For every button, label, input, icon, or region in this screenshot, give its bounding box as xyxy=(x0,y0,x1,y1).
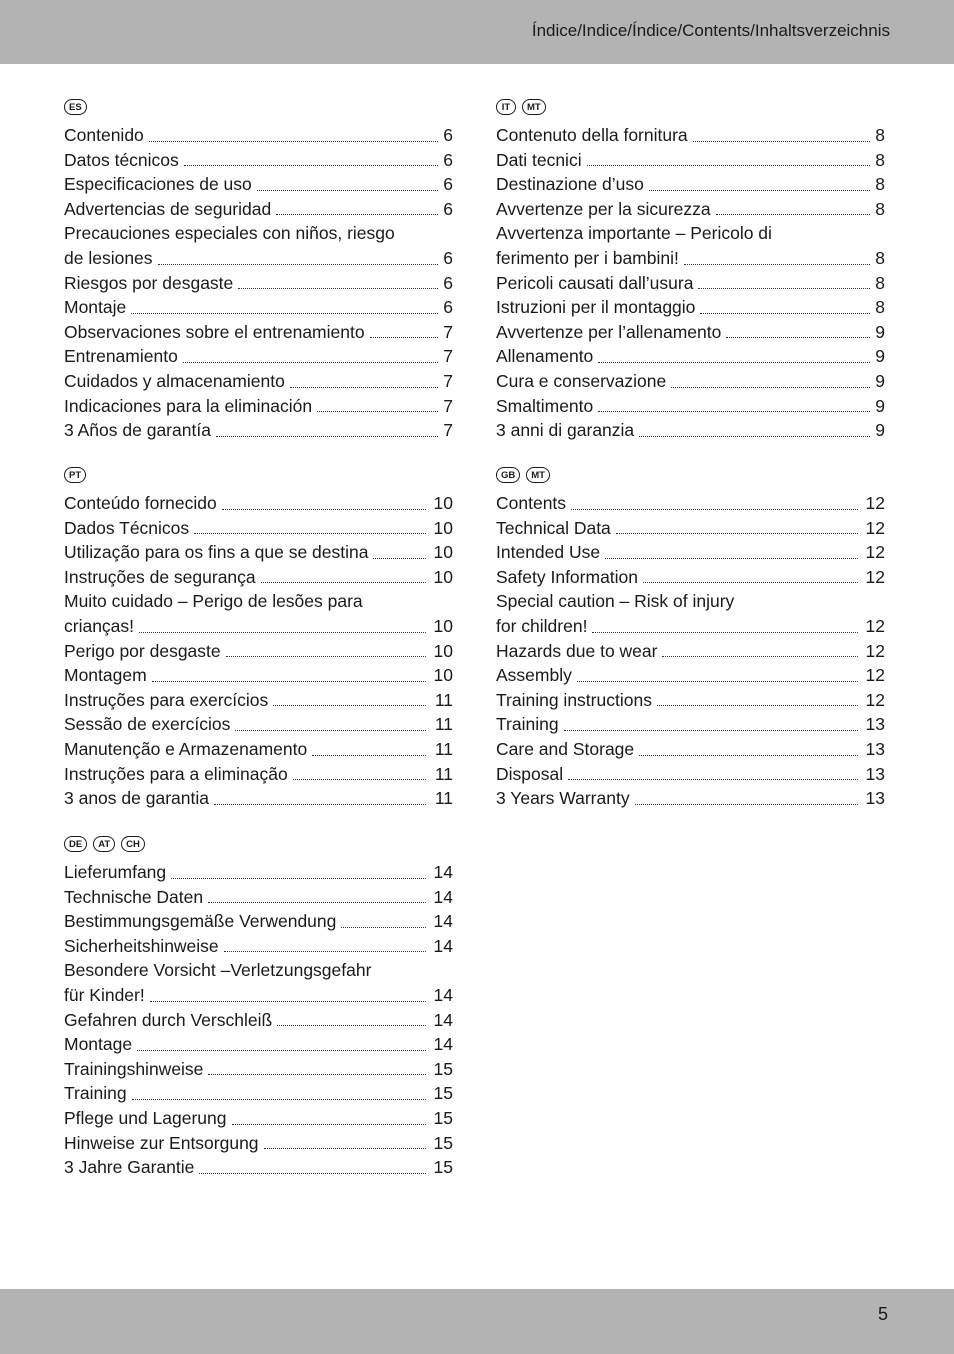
toc-entry[interactable] xyxy=(64,418,453,443)
toc-entry-title: Cura e conservazione xyxy=(496,370,667,391)
dot-leader xyxy=(662,656,858,657)
dot-leader xyxy=(649,190,870,191)
toc-entry-page: 11 xyxy=(434,788,453,809)
toc-entry[interactable] xyxy=(496,320,885,345)
dot-leader xyxy=(312,755,426,756)
toc-entry-title: Instruções de segurança xyxy=(64,566,256,587)
dot-leader xyxy=(657,705,858,706)
toc-entry[interactable] xyxy=(64,688,453,713)
dot-leader xyxy=(194,533,426,534)
toc-entry-page: 6 xyxy=(443,272,453,293)
toc-entry[interactable] xyxy=(496,123,885,148)
toc-entry-title: Especificaciones de uso xyxy=(64,174,252,195)
toc-entry-page: 7 xyxy=(443,395,453,416)
toc-entry[interactable] xyxy=(64,246,453,271)
toc-entry-page: 7 xyxy=(443,346,453,367)
toc-entry-title: Hinweise zur Entsorgung xyxy=(64,1132,259,1153)
dot-leader xyxy=(214,804,426,805)
toc-entry[interactable] xyxy=(64,639,453,664)
toc-entry-page: 10 xyxy=(433,517,453,538)
toc-entry-title: Training instructions xyxy=(496,689,652,710)
toc-entry-page: 7 xyxy=(443,420,453,441)
toc-entry-title: Trainingshinweise xyxy=(64,1058,204,1079)
dot-leader xyxy=(693,141,870,142)
toc-entry-page: 14 xyxy=(433,984,453,1005)
toc-entry-page: 11 xyxy=(434,689,453,710)
toc-entry[interactable] xyxy=(64,860,453,885)
dot-leader xyxy=(226,656,426,657)
language-flags xyxy=(496,96,885,118)
toc-entry-title: Riesgos por desgaste xyxy=(64,272,234,293)
toc-entry-page: 10 xyxy=(433,665,453,686)
toc-entry-page: 12 xyxy=(865,689,885,710)
toc-entry-title: Sicherheitshinweise xyxy=(64,935,219,956)
toc-entry-title: Destinazione d’uso xyxy=(496,174,644,195)
toc-entry-page: 10 xyxy=(433,615,453,636)
toc-entry-page: 12 xyxy=(865,615,885,636)
dot-leader xyxy=(232,1124,427,1125)
toc-entry-page: 11 xyxy=(434,714,453,735)
dot-leader xyxy=(235,730,426,731)
toc-entry-title: Entrenamiento xyxy=(64,346,178,367)
dot-leader xyxy=(184,165,438,166)
language-badge: ES xyxy=(64,99,87,115)
toc-entry-title: 3 Jahre Garantie xyxy=(64,1157,195,1178)
toc-entry-title: Avvertenze per la sicurezza xyxy=(496,198,711,219)
toc-entry[interactable] xyxy=(64,712,453,737)
toc-section-es xyxy=(64,96,453,443)
toc-entry[interactable] xyxy=(496,565,885,590)
toc-entry-page: 12 xyxy=(865,542,885,563)
toc-entry-title: Avvertenza importante – Pericolo di xyxy=(496,223,772,244)
toc-entry[interactable] xyxy=(64,983,453,1008)
toc-entry-page: 12 xyxy=(865,517,885,538)
toc-section-de xyxy=(64,833,453,1180)
toc-entry-title: Contents xyxy=(496,493,567,513)
toc-entry-title: for children! xyxy=(496,615,588,636)
toc-entry[interactable] xyxy=(496,369,885,394)
toc-entry[interactable] xyxy=(496,663,885,688)
toc-entry-title: Assembly xyxy=(496,665,572,686)
toc-entry-page: 13 xyxy=(865,788,885,809)
toc-entry[interactable] xyxy=(64,1032,453,1057)
toc-entry-page: 11 xyxy=(434,738,453,759)
toc-entry-title: Smaltimento xyxy=(496,395,594,416)
toc-entry[interactable] xyxy=(496,737,885,762)
language-flags xyxy=(496,464,885,486)
toc-entry-title: Hazards due to wear xyxy=(496,640,658,661)
dot-leader xyxy=(671,387,870,388)
language-badge: DE xyxy=(64,836,87,852)
toc-entry[interactable] xyxy=(64,1008,453,1033)
toc-entry[interactable] xyxy=(64,934,453,959)
toc-entry[interactable] xyxy=(496,786,885,811)
toc-entry-title: ferimento per i bambini! xyxy=(496,247,679,268)
toc-entry[interactable] xyxy=(64,1131,453,1156)
toc-entry[interactable] xyxy=(64,663,453,688)
toc-entry-page: 6 xyxy=(443,198,453,219)
toc-entry-page: 10 xyxy=(433,542,453,563)
dot-leader xyxy=(139,632,426,633)
toc-entry-page: 9 xyxy=(875,346,885,367)
toc-entry-page: 15 xyxy=(433,1058,453,1079)
toc-entry[interactable] xyxy=(64,197,453,222)
toc-entry-page: 8 xyxy=(875,198,885,219)
dot-leader xyxy=(224,951,426,952)
dot-leader xyxy=(568,779,858,780)
dot-leader xyxy=(131,313,438,314)
toc-entry[interactable] xyxy=(496,394,885,419)
toc-entry[interactable] xyxy=(64,1155,453,1180)
toc-entry-title: Utilização para os fins a que se destina xyxy=(64,542,369,563)
toc-entry[interactable] xyxy=(496,688,885,713)
toc-entry[interactable] xyxy=(64,1057,453,1082)
header-bar xyxy=(0,0,954,64)
dot-leader xyxy=(149,141,438,142)
toc-entry-page: 14 xyxy=(433,911,453,932)
dot-leader xyxy=(208,1074,426,1075)
toc-entry-page: 14 xyxy=(433,935,453,956)
toc-entry-page: 12 xyxy=(865,493,885,513)
toc-entry[interactable] xyxy=(496,246,885,271)
dot-leader xyxy=(370,337,438,338)
dot-leader xyxy=(635,804,858,805)
toc-entry[interactable] xyxy=(64,344,453,369)
dot-leader xyxy=(317,411,438,412)
toc-entry[interactable] xyxy=(64,295,453,320)
language-flags xyxy=(64,96,453,118)
dot-leader xyxy=(222,509,426,510)
toc-entry[interactable] xyxy=(496,491,885,516)
language-badge: IT xyxy=(496,99,516,115)
toc-entry-page: 12 xyxy=(865,640,885,661)
toc-entry[interactable] xyxy=(496,148,885,173)
toc-entry-page: 8 xyxy=(875,125,885,145)
toc-entry[interactable] xyxy=(64,491,453,516)
footer-bar xyxy=(0,1289,954,1354)
toc-entry[interactable] xyxy=(64,394,453,419)
dot-leader xyxy=(341,927,426,928)
toc-entry[interactable] xyxy=(496,418,885,443)
toc-entry[interactable] xyxy=(64,1106,453,1131)
language-flags xyxy=(64,464,453,486)
toc-entry-title: Technische Daten xyxy=(64,886,204,907)
dot-leader xyxy=(643,582,858,583)
language-badge: CH xyxy=(121,836,145,852)
dot-leader xyxy=(592,632,858,633)
toc-entry-title: Safety Information xyxy=(496,566,639,587)
toc-entry-page: 13 xyxy=(865,763,885,784)
toc-entry[interactable] xyxy=(496,614,885,639)
toc-entry-title: Istruzioni per il montaggio xyxy=(496,297,696,318)
toc-entry-page: 11 xyxy=(434,763,453,784)
toc-entry-page: 8 xyxy=(875,149,885,170)
dot-leader xyxy=(373,558,426,559)
dot-leader xyxy=(216,436,438,437)
dot-leader xyxy=(183,362,438,363)
toc-entry-title: Observaciones sobre el entrenamiento xyxy=(64,321,365,342)
toc-entry-title: Contenuto della fornitura xyxy=(496,125,688,145)
dot-leader xyxy=(726,337,870,338)
toc-entry-page: 8 xyxy=(875,247,885,268)
toc-entry-page: 9 xyxy=(875,420,885,441)
toc-entry-title: Montagem xyxy=(64,665,147,686)
toc-entry[interactable] xyxy=(64,516,453,541)
toc-entry-page: 14 xyxy=(433,1034,453,1055)
toc-entry-title: Special caution – Risk of injury xyxy=(496,591,735,612)
toc-entry-title: Precauciones especiales con niños, riesgo xyxy=(64,223,395,244)
dot-leader xyxy=(577,681,858,682)
toc-entry-page: 15 xyxy=(433,1083,453,1104)
toc-entry-page: 15 xyxy=(433,1157,453,1178)
toc-entry-title: Avvertenze per l’allenamento xyxy=(496,321,722,342)
toc-entry-page: 12 xyxy=(865,566,885,587)
toc-entry-title: Advertencias de seguridad xyxy=(64,198,272,219)
toc-entry-title: Cuidados y almacenamiento xyxy=(64,370,285,391)
dot-leader xyxy=(257,190,438,191)
toc-section-it xyxy=(496,96,885,443)
language-badge: MT xyxy=(522,99,546,115)
toc-entry[interactable] xyxy=(64,123,453,148)
dot-leader xyxy=(598,411,870,412)
dot-leader xyxy=(199,1173,426,1174)
toc-entry-page: 6 xyxy=(443,297,453,318)
toc-entry-page: 6 xyxy=(443,149,453,170)
toc-entry[interactable] xyxy=(496,197,885,222)
toc-entry-title: Bestimmungsgemäße Verwendung xyxy=(64,911,337,932)
dot-leader xyxy=(639,755,858,756)
toc-entry-title: de lesiones xyxy=(64,247,153,268)
toc-entry-title: Montage xyxy=(64,1034,133,1055)
toc-entry-title: Lieferumfang xyxy=(64,862,167,882)
toc-entry-title: Montaje xyxy=(64,297,127,318)
toc-entry-title: 3 anos de garantia xyxy=(64,788,209,809)
dot-leader xyxy=(158,264,438,265)
toc-entry-title: 3 Years Warranty xyxy=(496,788,630,809)
dot-leader xyxy=(587,165,870,166)
toc-entry-title: Dati tecnici xyxy=(496,149,582,170)
toc-entry-page: 10 xyxy=(433,493,453,513)
dot-leader xyxy=(132,1099,426,1100)
toc-entry[interactable] xyxy=(64,320,453,345)
toc-entry[interactable] xyxy=(64,762,453,787)
toc-entry-page: 15 xyxy=(433,1107,453,1128)
dot-leader xyxy=(598,362,870,363)
dot-leader xyxy=(261,582,426,583)
toc-entry-page: 9 xyxy=(875,370,885,391)
toc-entry-page: 8 xyxy=(875,174,885,195)
toc-entry-title: Pflege und Lagerung xyxy=(64,1107,227,1128)
toc-entry-page: 7 xyxy=(443,370,453,391)
dot-leader xyxy=(605,558,858,559)
toc-entry-title: 3 Años de garantía xyxy=(64,420,211,441)
toc-entry[interactable] xyxy=(64,565,453,590)
dot-leader xyxy=(700,313,870,314)
toc-entry-title: Allenamento xyxy=(496,346,594,367)
toc-entry-title: Dados Técnicos xyxy=(64,517,190,538)
toc-entry[interactable] xyxy=(496,639,885,664)
toc-entry-title: Besondere Vorsicht –Verletzungsgefahr xyxy=(64,960,372,981)
dot-leader xyxy=(564,730,858,731)
dot-leader xyxy=(716,214,870,215)
toc-entry-title: Datos técnicos xyxy=(64,149,179,170)
toc-entry-title: Indicaciones para la eliminación xyxy=(64,395,313,416)
toc-entry-page: 12 xyxy=(865,665,885,686)
toc-entry-page: 10 xyxy=(433,640,453,661)
toc-entry-title: Training xyxy=(496,714,559,735)
dot-leader xyxy=(684,264,870,265)
dot-leader xyxy=(293,779,426,780)
dot-leader xyxy=(571,509,858,510)
dot-leader xyxy=(290,387,438,388)
dot-leader xyxy=(276,214,438,215)
toc-entry[interactable] xyxy=(496,516,885,541)
toc-entry-title: 3 anni di garanzia xyxy=(496,420,635,441)
toc-entry[interactable] xyxy=(64,885,453,910)
page-number: 5 xyxy=(877,1304,888,1324)
toc-entry-page: 8 xyxy=(875,297,885,318)
language-flags xyxy=(64,833,453,855)
toc-entry[interactable] xyxy=(496,762,885,787)
toc-entry[interactable] xyxy=(64,786,453,811)
toc-entry-page: 13 xyxy=(865,738,885,759)
dot-leader xyxy=(639,436,870,437)
toc-entry-page: 7 xyxy=(443,321,453,342)
toc-entry-page: 10 xyxy=(433,566,453,587)
toc-entry-page: 8 xyxy=(875,272,885,293)
toc-entry[interactable] xyxy=(64,737,453,762)
toc-entry-title: Muito cuidado – Perigo de lesões para xyxy=(64,591,363,612)
toc-entry-page: 6 xyxy=(443,247,453,268)
toc-entry-page: 13 xyxy=(865,714,885,735)
toc-entry[interactable] xyxy=(64,271,453,296)
toc-entry-title: Conteúdo fornecido xyxy=(64,493,217,513)
toc-entry-page: 14 xyxy=(433,886,453,907)
dot-leader xyxy=(698,288,870,289)
toc-entry[interactable] xyxy=(496,712,885,737)
toc-entry-title: Intended Use xyxy=(496,542,601,563)
dot-leader xyxy=(171,878,426,879)
dot-leader xyxy=(150,1001,426,1002)
toc-entry-title: crianças! xyxy=(64,615,135,636)
toc-entry-title: Sessão de exercícios xyxy=(64,714,231,735)
toc-entry[interactable] xyxy=(64,614,453,639)
toc-entry[interactable] xyxy=(496,344,885,369)
toc-entry-title: Care and Storage xyxy=(496,738,635,759)
toc-entry[interactable] xyxy=(64,148,453,173)
dot-leader xyxy=(273,705,426,706)
toc-entry-title: Manutenção e Armazenamento xyxy=(64,738,308,759)
toc-entry-title: Training xyxy=(64,1083,127,1104)
dot-leader xyxy=(264,1148,426,1149)
toc-entry-page: 9 xyxy=(875,395,885,416)
toc-section-pt xyxy=(64,464,453,811)
toc-section-gb xyxy=(496,464,885,811)
toc-entry-title: für Kinder! xyxy=(64,984,145,1005)
toc-entry[interactable] xyxy=(496,540,885,565)
language-badge: PT xyxy=(64,467,86,483)
toc-entry-page: 14 xyxy=(433,862,453,882)
dot-leader xyxy=(208,902,426,903)
language-badge: MT xyxy=(526,467,550,483)
language-badge: GB xyxy=(496,467,520,483)
toc-entry-title: Disposal xyxy=(496,763,564,784)
toc-entry[interactable] xyxy=(496,172,885,197)
dot-leader xyxy=(616,533,858,534)
toc-entry-page: 15 xyxy=(433,1132,453,1153)
toc-entry[interactable] xyxy=(496,271,885,296)
toc-entry-title: Technical Data xyxy=(496,517,611,538)
page-title: Índice/Indice/Índice/Contents/Inhaltsverzeichnis xyxy=(531,21,890,40)
dot-leader xyxy=(137,1050,426,1051)
toc-entry-page: 14 xyxy=(433,1009,453,1030)
toc-entry-title: Pericoli causati dall’usura xyxy=(496,272,694,293)
toc-entry-title: Instruções para exercícios xyxy=(64,689,269,710)
toc-entry-page: 6 xyxy=(443,125,453,145)
toc-entry[interactable] xyxy=(64,172,453,197)
toc-entry-title: Contenido xyxy=(64,125,144,145)
language-badge: AT xyxy=(93,836,115,852)
toc-entry-title: Instruções para a eliminação xyxy=(64,763,288,784)
toc-entry[interactable] xyxy=(64,909,453,934)
toc-entry[interactable] xyxy=(64,369,453,394)
toc-entry-title: Perigo por desgaste xyxy=(64,640,221,661)
toc-entry-title: Gefahren durch Verschleiß xyxy=(64,1009,273,1030)
toc-entry[interactable] xyxy=(64,1081,453,1106)
toc-entry[interactable] xyxy=(496,295,885,320)
dot-leader xyxy=(238,288,438,289)
dot-leader xyxy=(152,681,426,682)
dot-leader xyxy=(277,1025,426,1026)
toc-entry-page: 6 xyxy=(443,174,453,195)
toc-entry[interactable] xyxy=(64,540,453,565)
toc-entry-page: 9 xyxy=(875,321,885,342)
